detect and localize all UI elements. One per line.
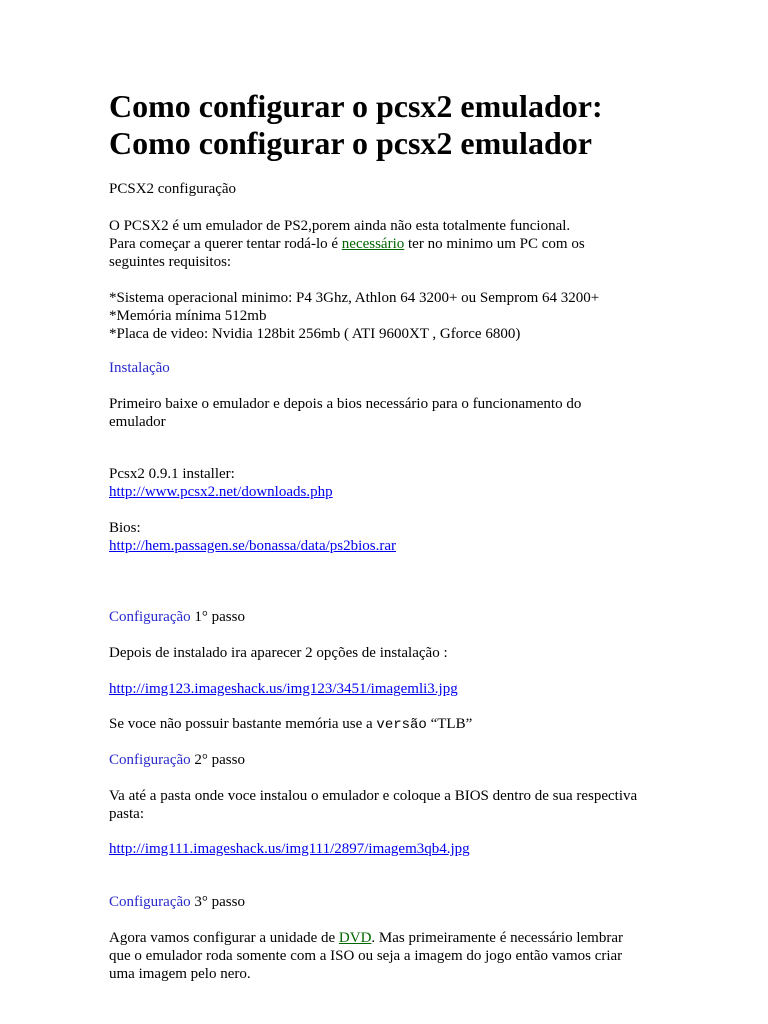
intro-line-3: seguintes requisitos:: [109, 254, 232, 270]
installation-heading: Instalação: [109, 360, 170, 376]
intro-paragraph: [109, 217, 669, 271]
step3-line-2: que o emulador roda somente com a ISO ou seja a imagem do jogo então vamos criar: [109, 948, 623, 964]
step2-line-1: Va até a pasta onde voce instalou o emulador e coloque a BIOS dentro de sua respectiva: [109, 788, 638, 804]
step2-heading: [109, 751, 669, 769]
step1-text: Depois de instalado ira aparecer 2 opções de instalação :: [109, 645, 448, 661]
step1-note-mono: versão: [376, 717, 427, 733]
installation-line-1: Primeiro baixe o emulador e depois a bios necessário para o funcionamento do: [109, 396, 582, 412]
requirement-item: *Placa de video: Nvidia 128bit 256mb ( ATI 9600XT , Gforce 6800): [109, 326, 521, 342]
subtitle: PCSX2 configuração: [109, 181, 237, 197]
step2-configuracao-link[interactable]: Configuração: [109, 752, 191, 768]
intro-text: ter no minimo um PC com os: [404, 236, 585, 252]
step3-heading-text: 3° passo: [190, 894, 245, 910]
page-title-line-2: Como configurar o pcsx2 emulador: [109, 125, 592, 161]
bios-download: [109, 519, 669, 555]
step2-image-link-line: [109, 840, 669, 858]
installation-text: [109, 395, 669, 431]
bios-download-link[interactable]: http://hem.passagen.se/bonassa/data/ps2bios.rar: [109, 538, 397, 554]
step2-image-link[interactable]: http://img111.imageshack.us/img111/2897/imagem3qb4.jpg: [109, 841, 470, 857]
intro-line-1: O PCSX2 é um emulador de PS2,porem ainda não esta totalmente funcional.: [109, 218, 571, 234]
step1-configuracao-link[interactable]: Configuração: [109, 609, 191, 625]
step3-configuracao-link[interactable]: Configuração: [109, 894, 191, 910]
page-title-line-1: Como configurar o pcsx2 emulador:: [109, 88, 603, 124]
page-title: [109, 88, 603, 162]
step1-note-tlb: “TLB”: [426, 716, 473, 732]
step1-note-text: Se voce não possuir bastante memória use a: [109, 716, 377, 732]
step2-heading-text: 2° passo: [190, 752, 245, 768]
pcsx2-download: [109, 465, 669, 501]
step3-line-1: [109, 929, 669, 947]
pcsx2-download-link[interactable]: http://www.pcsx2.net/downloads.php: [109, 484, 333, 500]
requirements-list: [109, 289, 669, 343]
step2-line-2: pasta:: [109, 806, 144, 822]
step1-heading: [109, 608, 669, 626]
step1-heading-text: 1° passo: [190, 609, 245, 625]
installation-line-2: emulador: [109, 414, 166, 430]
step3-line-3: uma imagem pelo nero.: [109, 966, 251, 982]
bios-download-label: Bios:: [109, 520, 141, 536]
intro-text: Para começar a querer tentar rodá-lo é: [109, 236, 342, 252]
step3-text: [109, 929, 669, 983]
step1-image-link[interactable]: http://img123.imageshack.us/img123/3451/imagemli3.jpg: [109, 681, 458, 697]
step3-text-part: . Mas primeiramente é necessário lembrar: [371, 930, 623, 946]
requirement-item: *Sistema operacional minimo: P4 3Ghz, Athlon 64 3200+ ou Semprom 64 3200+: [109, 290, 600, 306]
pcsx2-download-label: Pcsx2 0.9.1 installer:: [109, 466, 235, 482]
step2-text: [109, 787, 669, 823]
dvd-link[interactable]: DVD: [338, 930, 372, 946]
step3-heading: [109, 893, 669, 911]
necessario-link[interactable]: necessário: [341, 236, 405, 252]
intro-line-2: [109, 235, 669, 253]
step1-image-link-line: [109, 680, 669, 698]
requirement-item: *Memória mínima 512mb: [109, 308, 267, 324]
step1-note: [109, 715, 669, 734]
step3-text-part: Agora vamos configurar a unidade de: [109, 930, 339, 946]
